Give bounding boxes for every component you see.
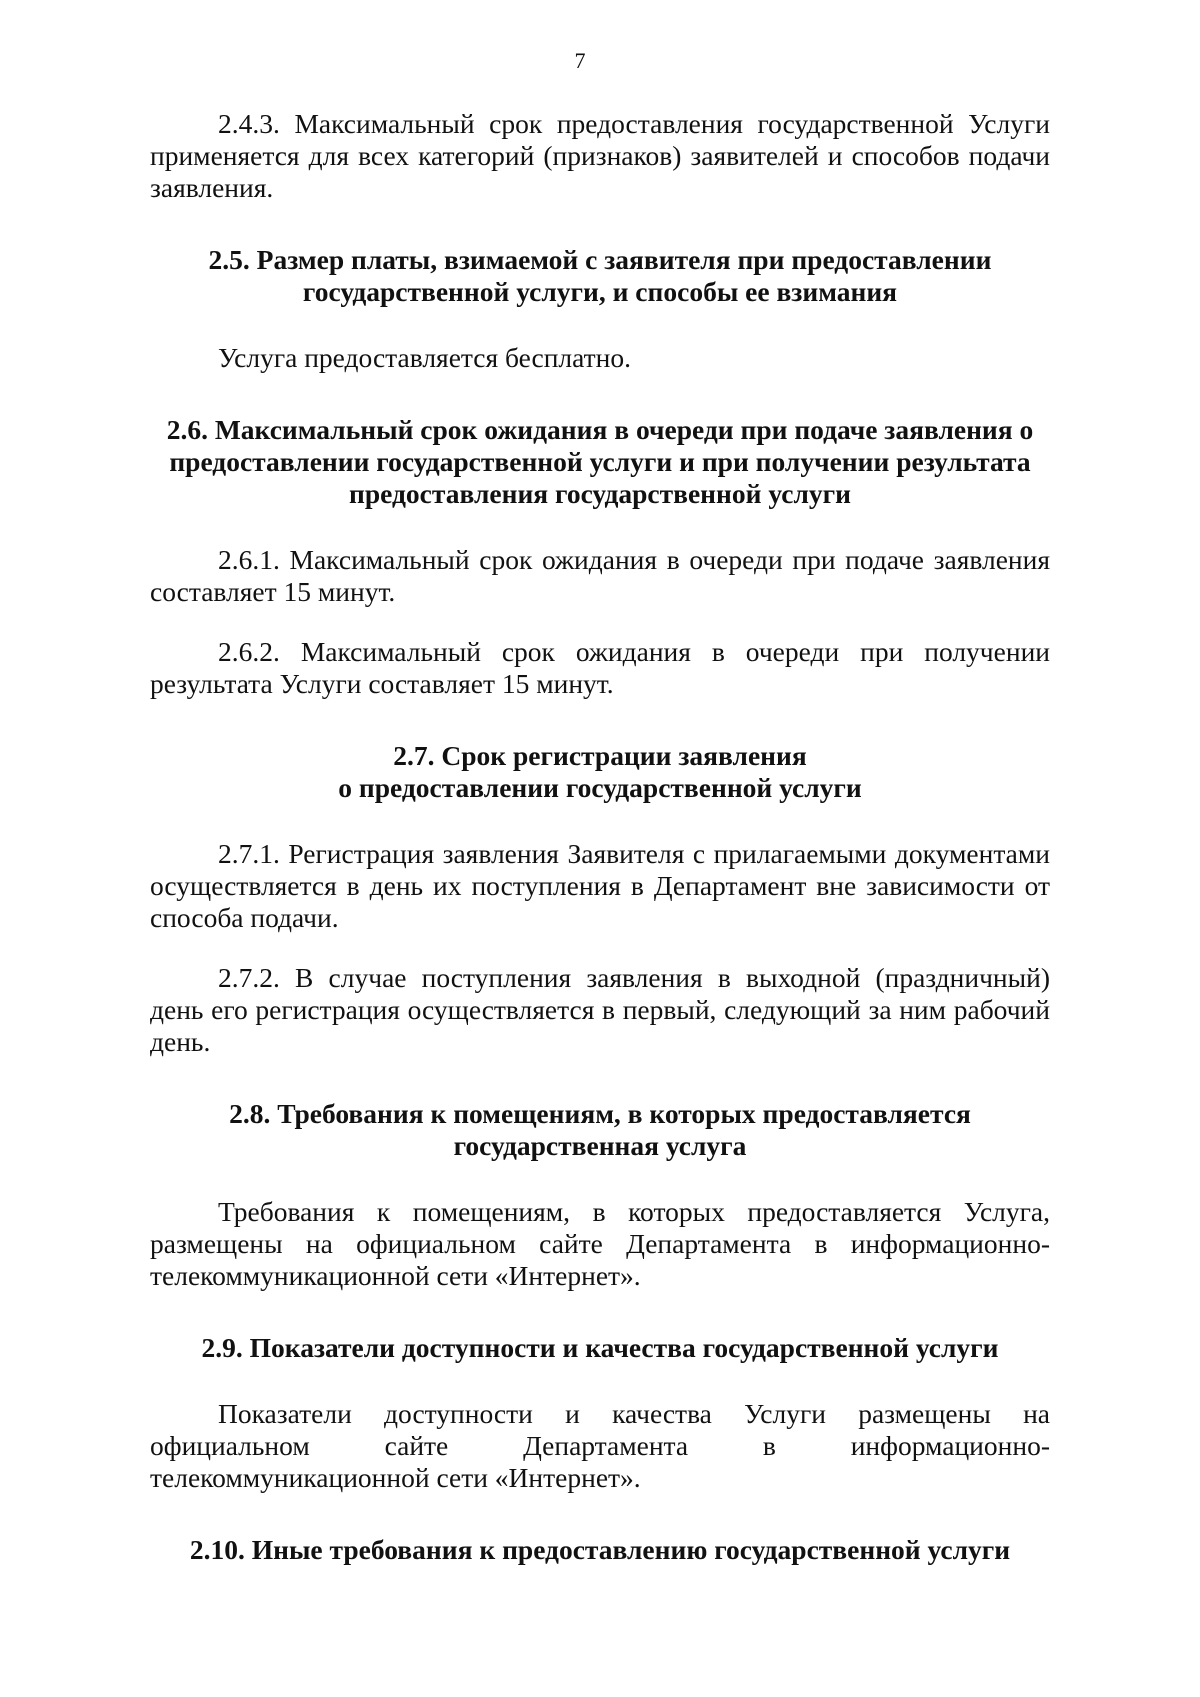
paragraph-2-6-1: 2.6.1. Максимальный срок ожидания в очереди при подаче заявления составляет 15 минут. [150,544,1050,607]
heading-2-7-line2: о предоставлении государственной услуги [338,772,862,803]
heading-2-7 [150,740,1050,804]
paragraph-2-5: Услуга предоставляется бесплатно. [218,342,632,373]
heading-2-10: 2.10. Иные требования к предоставлению государственной услуги [189,1534,1011,1565]
heading-2-5: 2.5. Размер платы, взимаемой с заявителя при предоставлении государственной услуги, и способы ее взимания [208,244,992,307]
heading-2-6: 2.6. Максимальный срок ожидания в очереди при подаче заявления о предоставлении государственной услуги и при получении результата предоставления государственной услуги [166,414,1034,509]
paragraph-2-7-2: 2.7.2. В случае поступления заявления в выходной (праздничный) день его регистрация осуществляется в первый, следующий за ним рабочий день. [150,962,1050,1057]
heading-2-9: 2.9. Показатели доступности и качества государственной услуги [201,1332,999,1363]
paragraph-2-9: Показатели доступности и качества Услуги размещены на официальном сайте Департамента в информационно-телекоммуникационной сети «Интернет». [150,1398,1050,1493]
page-number: 7 [574,48,586,73]
paragraph-2-7-1: 2.7.1. Регистрация заявления Заявителя с прилагаемыми документами осуществляется в день их поступления в Департамент вне зависимости от способа подачи. [150,838,1050,933]
paragraph-2-6-2: 2.6.2. Максимальный срок ожидания в очереди при получении результата Услуги составляет 15 минут. [150,636,1050,699]
heading-2-8: 2.8. Требования к помещениям, в которых предоставляется государственная услуга [229,1098,971,1161]
paragraph-2-8: Требования к помещениям, в которых предоставляется Услуга, размещены на официальном сайте Департамента в информационно-телекоммуникационной сети «Интернет». [150,1196,1050,1291]
heading-2-7-line1: 2.7. Срок регистрации заявления [393,740,807,771]
paragraph-2-4-3: 2.4.3. Максимальный срок предоставления государственной Услуги применяется для всех категорий (признаков) заявителей и способов подачи заявления. [150,108,1050,203]
page-content [150,108,1050,1566]
